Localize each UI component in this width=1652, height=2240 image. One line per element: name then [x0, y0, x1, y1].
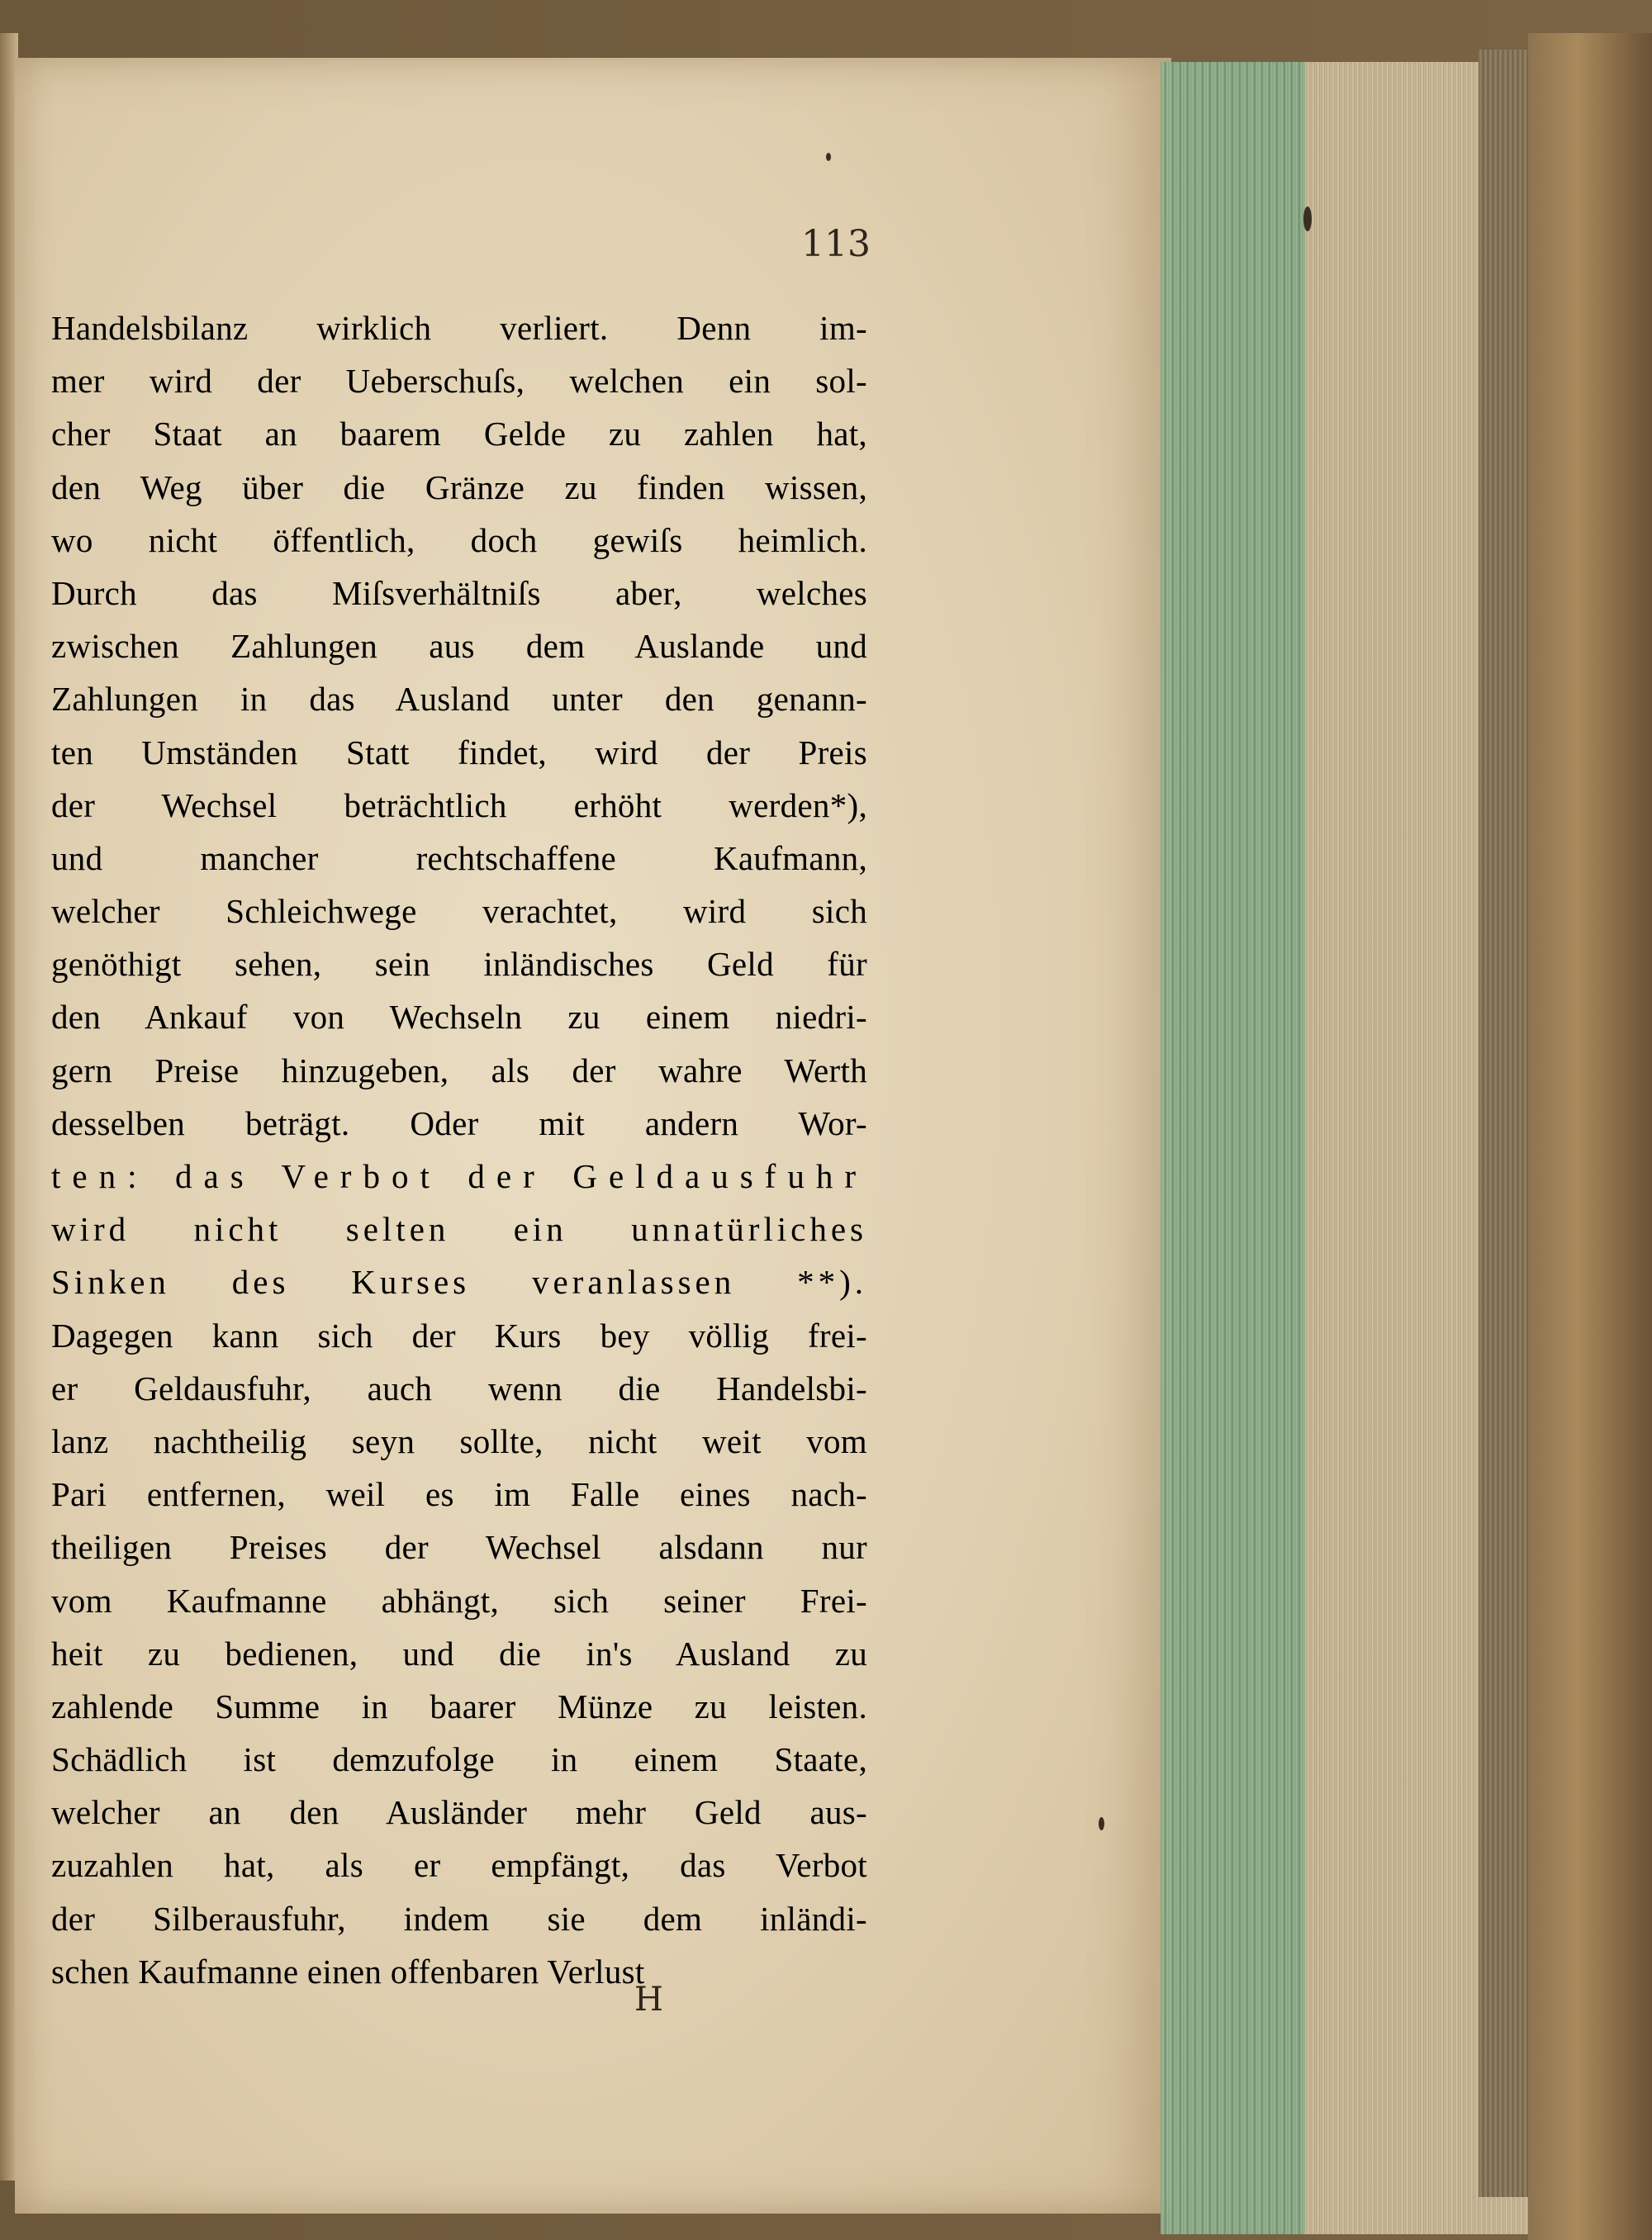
text-line: Dagegen kann sich der Kurs bey völlig frei-	[51, 1316, 867, 1355]
signature-mark: H	[634, 1981, 663, 2019]
text-line: zahlende Summe in baarer Münze zu leisten.	[51, 1687, 867, 1725]
book-cover	[1528, 33, 1652, 2240]
text-line: ten Umständen Statt findet, wird der Preis	[51, 733, 867, 771]
ink-speck	[826, 153, 831, 161]
text-line: theiligen Preises der Wechsel alsdann nur	[51, 1528, 867, 1567]
text-line: schen Kaufmanne einen offenbaren Verlust	[51, 1952, 645, 1991]
ink-speck	[1303, 206, 1312, 231]
text-line: Handelsbilanz wirklich verliert. Denn im-	[51, 309, 867, 347]
text-line: den Weg über die Gränze zu finden wissen,	[51, 467, 867, 506]
worn-page-edges	[1479, 50, 1528, 2197]
text-line: der Silberausfuhr, indem sie dem inländi-	[51, 1899, 867, 1938]
text-line: vom Kaufmanne abhängt, sich seiner Frei-	[51, 1581, 867, 1620]
text-line: welcher Schleichwege verachtet, wird sich	[51, 892, 867, 931]
text-line: der Wechsel beträchtlich erhöht werden*),	[51, 785, 867, 824]
green-tinted-page-edges	[1161, 62, 1305, 2234]
text-line: Sinken des Kurses veranlassen **).	[51, 1263, 867, 1302]
text-line: wo nicht öffentlich, doch gewiſs heimlich.	[51, 520, 867, 559]
text-line: cher Staat an baarem Gelde zu zahlen hat,	[51, 415, 867, 453]
text-line: genöthigt sehen, sein inländisches Geld für	[51, 945, 867, 984]
text-line: heit zu bedienen, und die in's Ausland zu	[51, 1634, 867, 1673]
text-line: Schädlich ist demzufolge in einem Staate,	[51, 1740, 867, 1779]
text-line: ten: das Verbot der Geldausfuhr	[51, 1157, 867, 1195]
text-line: zuzahlen hat, als er empfängt, das Verbot	[51, 1846, 867, 1885]
text-line: lanz nachtheilig seyn sollte, nicht weit vom	[51, 1421, 867, 1460]
body-text	[51, 301, 867, 1998]
text-line: zwischen Zahlungen aus dem Auslande und	[51, 627, 867, 666]
text-line: desselben beträgt. Oder mit andern Wor-	[51, 1103, 867, 1142]
page-block-edge	[1161, 62, 1359, 2234]
text-line: wird nicht selten ein unnatürliches	[51, 1210, 867, 1249]
text-line: und mancher rechtschaffene Kaufmann,	[51, 838, 867, 877]
text-line: Pari entfernen, weil es im Falle eines nach-	[51, 1475, 867, 1514]
text-line: mer wird der Ueberschuſs, welchen ein sol-	[51, 362, 867, 401]
ink-speck	[1099, 1817, 1104, 1830]
text-line: Durch das Miſsverhältniſs aber, welches	[51, 573, 867, 612]
text-line: Zahlungen in das Ausland unter den genann-	[51, 680, 867, 719]
text-line: den Ankauf von Wechseln zu einem niedri-	[51, 998, 867, 1037]
text-line: er Geldausfuhr, auch wenn die Handelsbi-	[51, 1369, 867, 1407]
page-number: 113	[801, 223, 871, 265]
text-line: welcher an den Ausländer mehr Geld aus-	[51, 1793, 867, 1832]
text-line: gern Preise hinzugeben, als der wahre Werth	[51, 1051, 867, 1089]
